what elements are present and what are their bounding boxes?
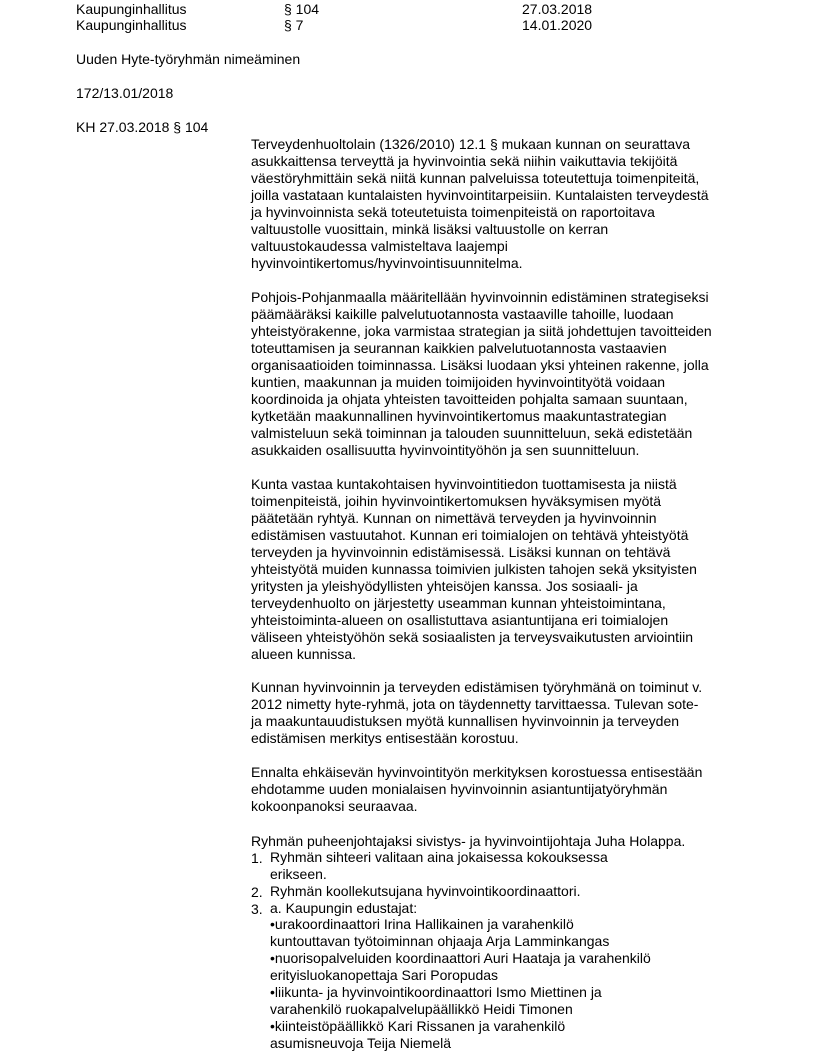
- text-line: kytketään maakunnallinen hyvinvointikertomus maakuntastrategian: [251, 408, 667, 424]
- list-item: [251, 849, 791, 883]
- meeting-reference: KH 27.03.2018 § 104: [76, 119, 209, 135]
- text-line: ehdotamme uuden monialaisen hyvinvoinnin asiantuntijatyöryhmän: [251, 781, 668, 797]
- text-line: 2012 nimetty hyte-ryhmä, jota on täydennetty tarvittaessa. Tulevan sote-: [251, 696, 699, 712]
- text-line: asukkaittensa terveyttä ja hyvinvointia sekä niihin vaikuttavia tekijöitä: [251, 153, 678, 169]
- text-line: Kunnan hyvinvoinnin ja terveyden edistämisen työryhmänä on toiminut v.: [251, 679, 703, 695]
- text-line: Ryhmän sihteeri valitaan aina jokaisessa kokouksessa: [270, 849, 608, 865]
- text-line: toimenpiteistä, joihin hyvinvointikertomuksen hyväksymisen myötä: [251, 493, 662, 509]
- text-line: valtuustolle vuosittain, minkä lisäksi valtuustolle on kerran: [251, 221, 609, 237]
- text-line: Ryhmän koollekutsujana hyvinvointikoordinaattori.: [270, 883, 581, 899]
- representatives: [270, 916, 790, 1052]
- list-number: 2.: [251, 884, 263, 900]
- representative-line: asumisneuvoja Teija Niemelä: [270, 1035, 452, 1051]
- text-line: Terveydenhuoltolain (1326/2010) 12.1 § mukaan kunnan on seurattava: [251, 136, 690, 152]
- text-line: terveydenhuolto on järjestetty useamman kunnan yhteistoimintana,: [251, 595, 666, 611]
- text-line: terveyden ja hyvinvoinnin edistämisessä. Lisäksi kunnan on tehtävä: [251, 544, 671, 560]
- text-line: ja hyvinvoinnista sekä toteutetuista toimenpiteistä on raportoitava: [251, 204, 655, 220]
- paragraph-4: [251, 679, 771, 747]
- text-line: a. Kaupungin edustajat:: [270, 900, 418, 916]
- list-number: 3.: [251, 901, 263, 917]
- list-text: [270, 883, 581, 900]
- representative-line: •liikunta- ja hyvinvointikoordinaattori Ismo Miettinen ja: [270, 984, 602, 1000]
- history-section: § 7: [284, 17, 304, 33]
- representative-line: •kiinteistöpäällikkö Kari Rissanen ja varahenkilö: [270, 1018, 566, 1034]
- text-line: yhteistyötä muiden kunnassa toimivien julkisten tahojen sekä yksityisten: [251, 561, 697, 577]
- representative-line: varahenkilö ruokapalvelupäällikkö Heidi Timonen: [270, 1001, 573, 1017]
- text-line: edistämisen vastuutahot. Kunnan eri toimialojen on tehtävä yhteistyötä: [251, 527, 689, 543]
- chair-line: Ryhmän puheenjohtajaksi sivistys- ja hyvinvointijohtaja Juha Holappa.: [251, 833, 686, 849]
- text-line: Ennalta ehkäisevän hyvinvointityön merkityksen korostuessa entisestään: [251, 764, 703, 780]
- text-line: toteuttamisen ja seurannan kaikkien palvelutuotannosta vastaavien: [251, 340, 667, 356]
- paragraph-2: [251, 289, 771, 459]
- text-line: yhteistoiminta-alueen on osallistuttava asiantuntijana eri toimialojen: [251, 612, 669, 628]
- paragraph-3: [251, 476, 771, 663]
- text-line: väestöryhmittäin sekä niitä kunnan palveluissa toteutettuja toimenpiteitä,: [251, 170, 700, 186]
- text-line: erikseen.: [270, 866, 327, 882]
- text-line: yritysten ja yleishyödyllisten yhteisöjen kanssa. Jos sosiaali- ja: [251, 578, 638, 594]
- text-line: edistämisen merkitys entisestään korostuu.: [251, 730, 519, 746]
- text-line: organisaatioiden toiminnassa. Lisäksi luodaan yksi yhteinen rakenne, jolla: [251, 357, 709, 373]
- text-line: kokoonpanoksi seuraavaa.: [251, 798, 418, 814]
- text-line: yhteistyörakenne, joka varmistaa strategian ja siitä johdettujen tavoitteiden: [251, 323, 712, 339]
- representative-line: kuntouttavan työtoiminnan ohjaaja Arja Lamminkangas: [270, 933, 610, 949]
- list-text: [270, 900, 417, 917]
- history-body: Kaupunginhallitus: [76, 1, 187, 17]
- text-line: koordinoida ja ohjata yhteisten tavoitteiden pohjalta samaan suuntaan,: [251, 391, 688, 407]
- paragraph-5: [251, 764, 771, 815]
- text-line: ja maakuntauudistuksen myötä kunnallisen hyvinvoinnin ja terveyden: [251, 713, 680, 729]
- history-date: 27.03.2018: [522, 1, 593, 17]
- text-line: joilla vastataan kuntalaisten hyvinvointitarpeisiin. Kuntalaisten terveydestä: [251, 187, 709, 203]
- list-item: [251, 900, 791, 917]
- representative-line: erityisluokanopettaja Sari Poropudas: [270, 967, 499, 983]
- text-line: päämääräksi kaikille palvelutuotannosta vastaaville tahoille, luodaan: [251, 306, 674, 322]
- list-text: [270, 849, 608, 883]
- text-line: asukkaiden osallisuutta hyvinvointityöhön ja sen suunnitteluun.: [251, 442, 640, 458]
- paragraph-1: [251, 136, 771, 272]
- member-list: [251, 849, 791, 917]
- text-line: valmisteluun sekä toiminnan ja talouden suunnitteluun, sekä edistetään: [251, 425, 693, 441]
- list-item: [251, 883, 791, 900]
- text-line: hyvinvointikertomus/hyvinvointisuunnitelma.: [251, 255, 523, 271]
- text-line: Pohjois-Pohjanmaalla määritellään hyvinvoinnin edistäminen strategiseksi: [251, 289, 709, 305]
- representative-line: •urakoordinaattori Irina Hallikainen ja varahenkilö: [270, 916, 574, 932]
- text-line: valtuustokaudessa valmisteltava laajempi: [251, 238, 508, 254]
- text-line: kuntien, maakunnan ja muiden toimijoiden hyvinvointityötä voidaan: [251, 374, 666, 390]
- text-line: väliseen yhteistyöhön sekä sosiaalisten ja terveysvaikutusten arviointiin: [251, 629, 694, 645]
- history-section: § 104: [284, 1, 320, 17]
- text-line: Kunta vastaa kuntakohtaisen hyvinvointitiedon tuottamisesta ja niistä: [251, 476, 677, 492]
- document-title: Uuden Hyte-työryhmän nimeäminen: [76, 51, 301, 67]
- history-body: Kaupunginhallitus: [76, 17, 187, 33]
- text-line: alueen kunnissa.: [251, 646, 357, 662]
- record-number: 172/13.01/2018: [76, 85, 174, 101]
- list-number: 1.: [251, 850, 263, 866]
- representative-line: •nuorisopalveluiden koordinaattori Auri Haataja ja varahenkilö: [270, 950, 651, 966]
- text-line: päätetään ryhtyä. Kunnan on nimettävä terveyden ja hyvinvoinnin: [251, 510, 657, 526]
- history-date: 14.01.2020: [522, 17, 593, 33]
